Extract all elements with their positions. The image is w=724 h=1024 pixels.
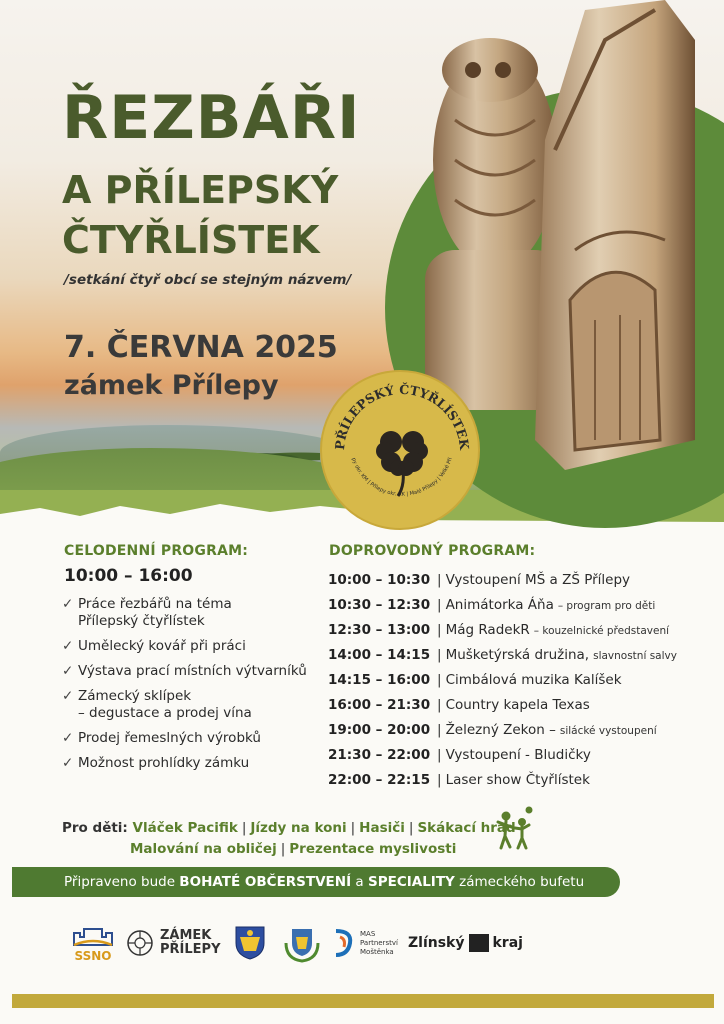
- checkmark-icon: ✓: [62, 755, 74, 771]
- schedule-row: [328, 572, 718, 597]
- side-program-heading: DOPROVODNÝ PROGRAM:: [329, 543, 536, 559]
- schedule-name: Železný Zekon –: [445, 722, 556, 738]
- schedule-time: 19:00 – 20:00: [328, 722, 431, 738]
- kids-program: [62, 818, 516, 860]
- schedule-row: [328, 622, 718, 647]
- separator: |: [437, 747, 442, 763]
- schedule-note: – program pro děti: [557, 600, 656, 612]
- day-program-heading: CELODENNÍ PROGRAM:: [64, 543, 249, 559]
- separator: |: [437, 697, 442, 713]
- checkmark-icon: ✓: [62, 663, 74, 679]
- separator: |: [437, 772, 442, 788]
- zamek-emblem-icon: [126, 929, 154, 957]
- mas-swirl-icon: [332, 925, 356, 961]
- mas-text-1: MAS: [360, 929, 376, 938]
- day-program-item-text: Prodej řemeslných výrobků: [78, 730, 261, 746]
- separator: |: [437, 597, 442, 613]
- separator: |: [280, 841, 286, 857]
- mas-text-2: Partnerství: [360, 938, 398, 947]
- kids-line-2: [62, 839, 516, 860]
- day-program-item-text: Možnost prohlídky zámku: [78, 755, 250, 771]
- schedule-name: Animátorka Áňa: [445, 597, 554, 613]
- separator: |: [241, 820, 247, 836]
- subtitle: /setkání čtyř obcí se stejným názvem/: [64, 272, 352, 288]
- four-leaf-clover-badge: [320, 370, 480, 530]
- day-program-time: 10:00 – 16:00: [64, 566, 193, 586]
- separator: |: [350, 820, 356, 836]
- schedule-time: 22:00 – 22:15: [328, 772, 431, 788]
- kids-activity: Malování na obličej: [130, 841, 277, 857]
- day-program-list: [62, 596, 322, 780]
- kids-activity: Skákací hrad: [417, 820, 516, 836]
- day-program-item-text: Výstava prací místních výtvarníků: [78, 663, 307, 679]
- day-program-item: [62, 596, 322, 630]
- event-venue: zámek Přílepy: [64, 370, 279, 401]
- schedule-time: 10:00 – 10:30: [328, 572, 431, 588]
- checkmark-icon: ✓: [62, 730, 74, 746]
- schedule-row: [328, 597, 718, 622]
- zamek-text-2: PŘÍLEPY: [160, 942, 221, 957]
- schedule-time: 14:15 – 16:00: [328, 672, 431, 688]
- schedule-row: [328, 697, 718, 722]
- banner-text-2: a: [355, 874, 364, 890]
- day-program-item-text: Práce řezbářů na téma: [78, 596, 232, 612]
- checkmark-icon: ✓: [62, 638, 74, 654]
- day-program-item-text-2: Přílepský čtyřlístek: [78, 613, 205, 629]
- kids-line-1: [62, 818, 516, 839]
- schedule-row: [328, 672, 718, 697]
- mas-text-3: Moštěnka: [360, 947, 394, 956]
- kids-label: Pro děti:: [62, 820, 128, 836]
- zlin-box-icon: [469, 934, 489, 952]
- separator: |: [437, 622, 442, 638]
- children-icon: [494, 806, 534, 856]
- zlin-text: Zlínský: [408, 935, 465, 951]
- schedule-row: [328, 722, 718, 747]
- day-program-item: [62, 755, 322, 772]
- schedule-name: Vystoupení MŠ a ZŠ Přílepy: [445, 572, 631, 588]
- checkmark-icon: ✓: [62, 688, 74, 704]
- day-program-item: [62, 638, 322, 655]
- schedule-name: Cimbálová muzika Kalíšek: [445, 672, 622, 688]
- partner-logos: [0, 920, 724, 970]
- kids-activity: Prezentace myslivosti: [289, 841, 457, 857]
- wreath-shield-icon: [282, 923, 322, 963]
- schedule-time: 16:00 – 21:30: [328, 697, 431, 713]
- event-date: 7. ČERVNA 2025: [64, 330, 338, 365]
- schedule-name: Laser show Čtyřlístek: [445, 772, 590, 788]
- schedule-row: [328, 647, 718, 672]
- zlinsky-kraj-logo: [408, 920, 523, 966]
- schedule-note: slavnostní salvy: [593, 650, 677, 662]
- day-program-item: [62, 663, 322, 680]
- zamek-prilepy-logo: [126, 920, 220, 966]
- schedule-time: 21:30 – 22:00: [328, 747, 431, 763]
- banner-bold-2: SPECIALITY: [367, 874, 455, 890]
- separator: |: [437, 722, 442, 738]
- checkmark-icon: ✓: [62, 596, 74, 612]
- schedule-note: – kouzelnické představení: [533, 625, 670, 637]
- title-line-3: ČTYŘLÍSTEK: [62, 218, 320, 262]
- banner-text-1: Připraveno bude: [64, 874, 175, 890]
- mas-logo: [332, 920, 398, 966]
- schedule-row: [328, 772, 718, 797]
- schedule-time: 14:00 – 14:15: [328, 647, 431, 663]
- schedule-time: 12:30 – 13:00: [328, 622, 431, 638]
- schedule-row: [328, 747, 718, 772]
- svg-text:PŘÍLEPSKÝ ČTYŘLÍSTEK: PŘÍLEPSKÝ ČTYŘLÍSTEK: [331, 381, 473, 451]
- coat-of-arms-1: [234, 920, 266, 966]
- day-program-item-text-2: – degustace a prodej vína: [78, 705, 252, 721]
- banner-bold-1: BOHATÉ OBČERSTVENÍ: [179, 874, 352, 890]
- schedule-name: Mušketýrská družina,: [445, 647, 590, 663]
- kids-activity: Vláček Pacifik: [132, 820, 238, 836]
- svg-text:Přílepy okr. KM | Přílepy okr.: py okr. KM | Přílepy okr. RK | Malé Přílepy | Velké Pří: [350, 457, 454, 498]
- day-program-item: [62, 688, 322, 722]
- refreshments-banner: [12, 867, 620, 897]
- bottom-gold-bar: [12, 994, 714, 1008]
- schedule-name: Country kapela Texas: [445, 697, 590, 713]
- separator: |: [408, 820, 414, 836]
- title-line-2: A PŘÍLEPSKÝ: [62, 168, 339, 212]
- svg-text:SSNO: SSNO: [74, 949, 112, 963]
- day-program-item-text: Umělecký kovář při práci: [78, 638, 246, 654]
- clover-icon: [322, 372, 482, 532]
- side-program-schedule: [328, 572, 718, 797]
- zamek-text-1: ZÁMEK: [160, 928, 212, 943]
- kids-activity: Jízdy na koni: [250, 820, 347, 836]
- kraj-text: kraj: [492, 935, 523, 951]
- schedule-time: 10:30 – 12:30: [328, 597, 431, 613]
- separator: |: [437, 647, 442, 663]
- day-program-item-text: Zámecký sklípek: [78, 688, 192, 704]
- ssno-castle-icon: [70, 923, 116, 963]
- ssno-logo: [70, 920, 116, 966]
- day-program-item: [62, 730, 322, 747]
- coat-of-arms-2: [282, 920, 322, 966]
- schedule-name: Mág RadekR: [445, 622, 530, 638]
- banner-text-3: zámeckého bufetu: [459, 874, 585, 890]
- kids-activity: Hasiči: [359, 820, 405, 836]
- separator: |: [437, 672, 442, 688]
- schedule-name: Vystoupení - Bludičky: [445, 747, 591, 763]
- main-title: ŘEZBÁŘI: [62, 83, 361, 153]
- shield-icon: [234, 925, 266, 961]
- schedule-note: silácké vystoupení: [559, 725, 657, 737]
- separator: |: [437, 572, 442, 588]
